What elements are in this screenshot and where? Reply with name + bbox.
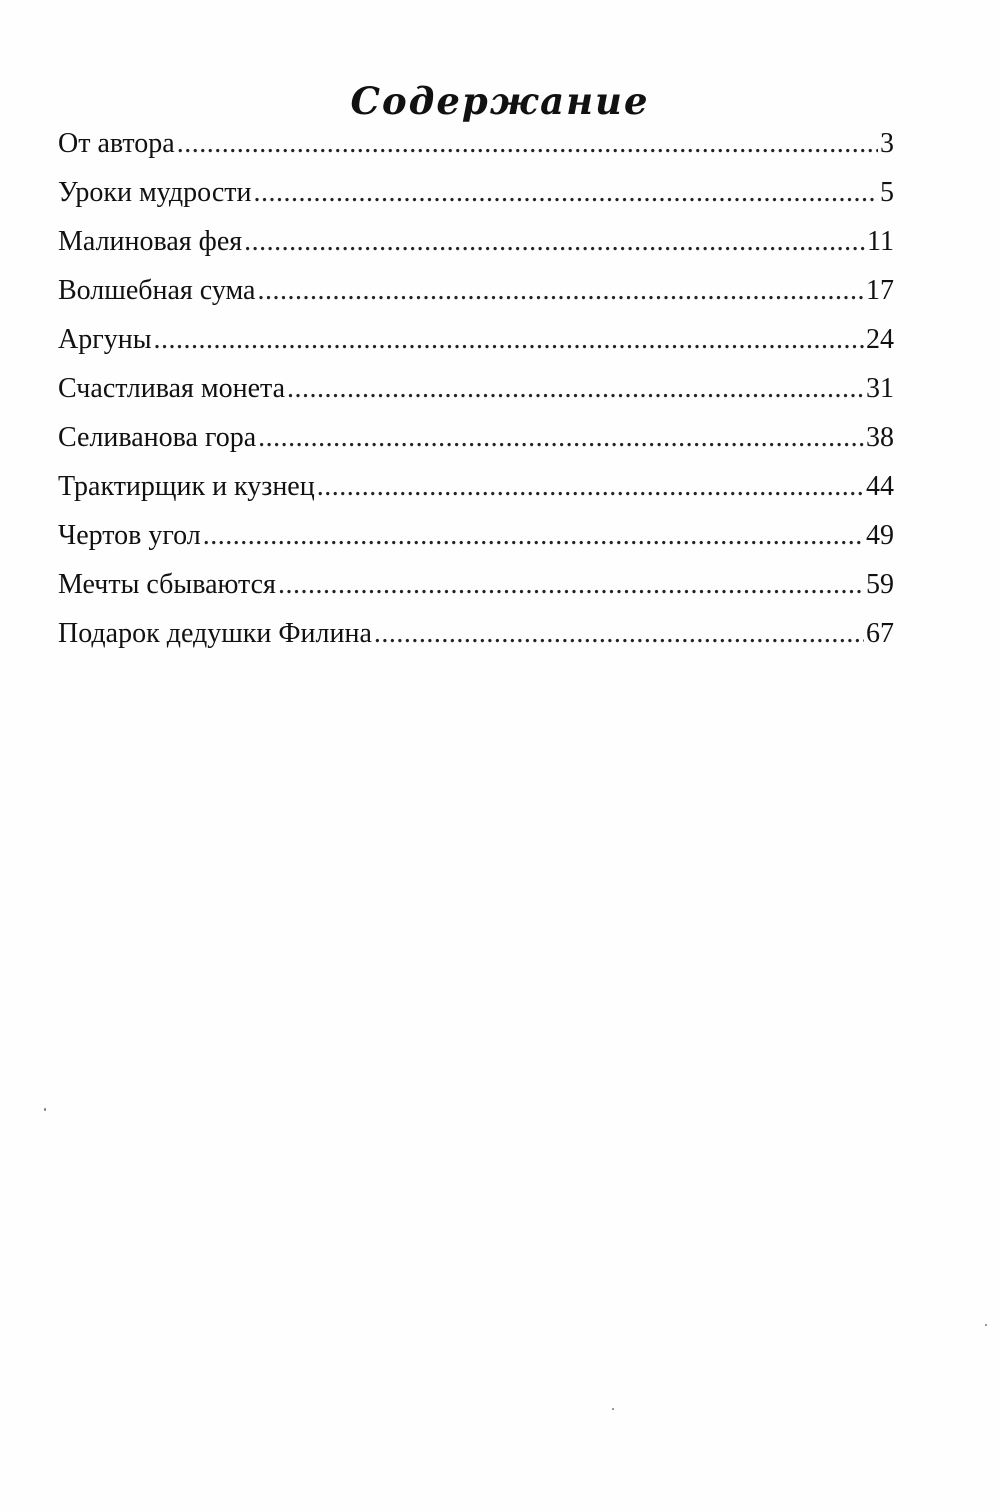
toc-entry-page-number: 31 [866, 373, 894, 404]
toc-entry [58, 565, 894, 614]
scan-speck [44, 1108, 46, 1111]
toc-entry-page-number: 24 [866, 324, 894, 355]
toc-entry-page-number: 3 [880, 128, 894, 159]
toc-entry-title: Мечты сбываются [58, 569, 276, 600]
toc-entry-title: Аргуны [58, 324, 152, 355]
dot-leader [154, 320, 864, 360]
dot-leader [287, 369, 864, 409]
toc-entry-page-number: 67 [866, 618, 894, 649]
toc-entry [58, 516, 894, 565]
toc-entry [58, 614, 894, 663]
dot-leader [278, 565, 864, 605]
dot-leader [244, 222, 865, 262]
toc-entry-title: Уроки мудрости [58, 177, 252, 208]
toc-entry-page-number: 5 [880, 177, 894, 208]
toc-entry-title: Трактирщик и кузнец [58, 471, 315, 502]
toc-entry-title: Малиновая фея [58, 226, 243, 257]
toc-entry [58, 124, 894, 173]
toc-entry [58, 320, 894, 369]
dot-leader [257, 271, 864, 311]
scan-speck [612, 1408, 614, 1410]
scan-speck [985, 1324, 987, 1326]
toc-entry-page-number: 49 [866, 520, 894, 551]
toc-entry-title: Волшебная сума [58, 275, 256, 306]
toc-entry-title: От автора [58, 128, 175, 159]
toc-entry-page-number: 17 [866, 275, 894, 306]
toc-entry [58, 418, 894, 467]
toc-entry-page-number: 59 [866, 569, 894, 600]
toc-entry [58, 222, 894, 271]
toc-entry-page-number: 38 [866, 422, 894, 453]
dot-leader [374, 614, 864, 654]
dot-leader [258, 418, 864, 458]
table-of-contents [58, 124, 894, 663]
toc-entry-title: Счастливая монета [58, 373, 286, 404]
toc-entry-title: Селиванова гора [58, 422, 257, 453]
toc-entry [58, 173, 894, 222]
toc-entry-page-number: 11 [867, 226, 894, 257]
dot-leader [254, 173, 879, 213]
dot-leader [203, 516, 864, 556]
toc-entry [58, 467, 894, 516]
toc-entry [58, 271, 894, 320]
page-title: Содержание [350, 78, 650, 123]
dot-leader [177, 124, 878, 164]
toc-entry-title: Подарок дедушки Филина [58, 618, 372, 649]
dot-leader [317, 467, 864, 507]
toc-entry-page-number: 44 [866, 471, 894, 502]
toc-entry [58, 369, 894, 418]
toc-entry-title: Чертов угол [58, 520, 201, 551]
